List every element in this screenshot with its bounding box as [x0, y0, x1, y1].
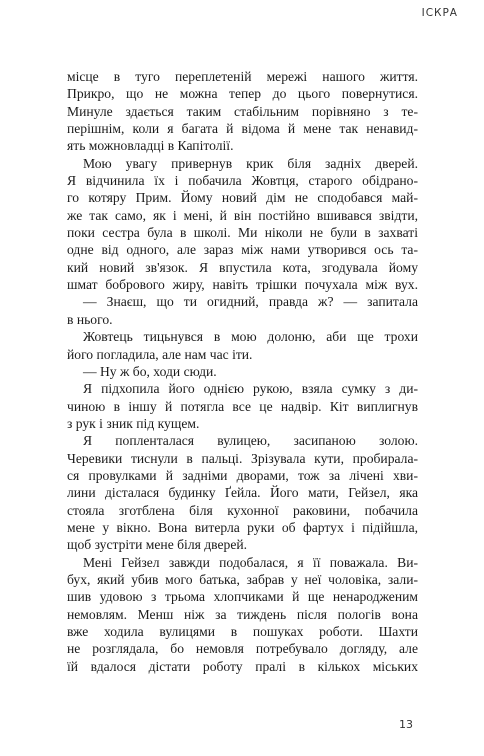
text-line: Я відчинила їх і побачила Жовтця, старого обідрано- — [67, 173, 418, 189]
text-line: місце в туго переплетеній мережі нашого життя. — [67, 69, 418, 84]
text-line: їй вдалося дістати роботу пралі в кількох міських — [67, 658, 418, 674]
text-line: немовлям. Менш ніж за тиждень після пологів вона — [67, 606, 418, 622]
text-line: го котяру Прим. Йому новий дім не сподобався май- — [67, 190, 418, 206]
text-line: перішнім, коли я багата й відома й мене так ненавид- — [67, 121, 418, 137]
text-line: стояла зготблена біля кухонної раковини, побачила — [67, 502, 418, 518]
text-line: щоб зустріти мене біля дверей. — [67, 537, 248, 553]
text-line: з рук і зник під кущем. — [67, 415, 200, 431]
text-line: — Знаєш, що ти огидний, правда ж? — запитала — [83, 294, 418, 310]
text-line: — Ну ж бо, ходи сюди. — [83, 363, 217, 379]
text-line: Мою увагу привернув крик біля задніх дверей. — [83, 155, 418, 171]
text-line: в нього. — [67, 311, 113, 327]
text-line: Жовтець тицьнувся в мою долоню, аби ще трохи — [83, 329, 418, 345]
text-line: не розглядала, бо немовля потребувало догляду, але — [67, 641, 418, 657]
text-line: чиною в іншу й потягла все це надвір. Кіт виплигнув — [67, 398, 418, 414]
body-text — [67, 68, 418, 675]
running-title: ІСКРА — [421, 7, 458, 19]
text-line: Прикро, що не можна тепер до цього повернутися. — [67, 86, 418, 102]
text-line: Я попленталася вулицею, засипаною золою. — [83, 433, 418, 449]
text-line: кий новий зв'язок. Я впустила кота, згодувала йому — [67, 259, 418, 275]
text-line: лини дісталася будинку Ґейла. Його мати, Гейзел, яка — [67, 485, 418, 501]
text-line: Мені Гейзел завжди подобалася, я її поважала. Ви- — [83, 554, 418, 570]
text-line: вже ходила вулицями в пошуках роботи. Шахти — [67, 624, 418, 639]
text-line: Минуле здається таким стабільним порівняно з те- — [67, 103, 418, 119]
text-line: Я підхопила його однією рукою, взяла сумку з ди- — [83, 381, 418, 397]
text-line: же так само, як і мені, й він постійно вшивався звідти, — [67, 207, 418, 223]
text-line: Черевики тиснули в пальці. Зрізувала кути, пробирала- — [67, 450, 418, 466]
page-number: 13 — [399, 718, 413, 731]
text-line: одне від одного, але зараз між нами утворився ось та- — [67, 242, 418, 258]
text-line: його погладила, але нам час іти. — [67, 346, 253, 362]
text-line: шмат бобрового жиру, навіть трішки почухала між вух. — [67, 277, 418, 293]
text-line: ять можновладці в Капітолії. — [67, 138, 234, 154]
text-line: мене у вікно. Вона витерла руки об фартух і підійшла, — [67, 519, 418, 535]
text-line: ся провулками й задніми дворами, тож за лічені хви- — [67, 467, 418, 483]
text-line: поки сестра була в школі. Ми ніколи не були в захваті — [67, 225, 418, 241]
text-line: бух, який убив мого батька, забрав у неї чоловіка, зали- — [67, 571, 418, 587]
text-line: шив удовою з трьома хлопчиками й ще ненародженим — [67, 589, 418, 605]
